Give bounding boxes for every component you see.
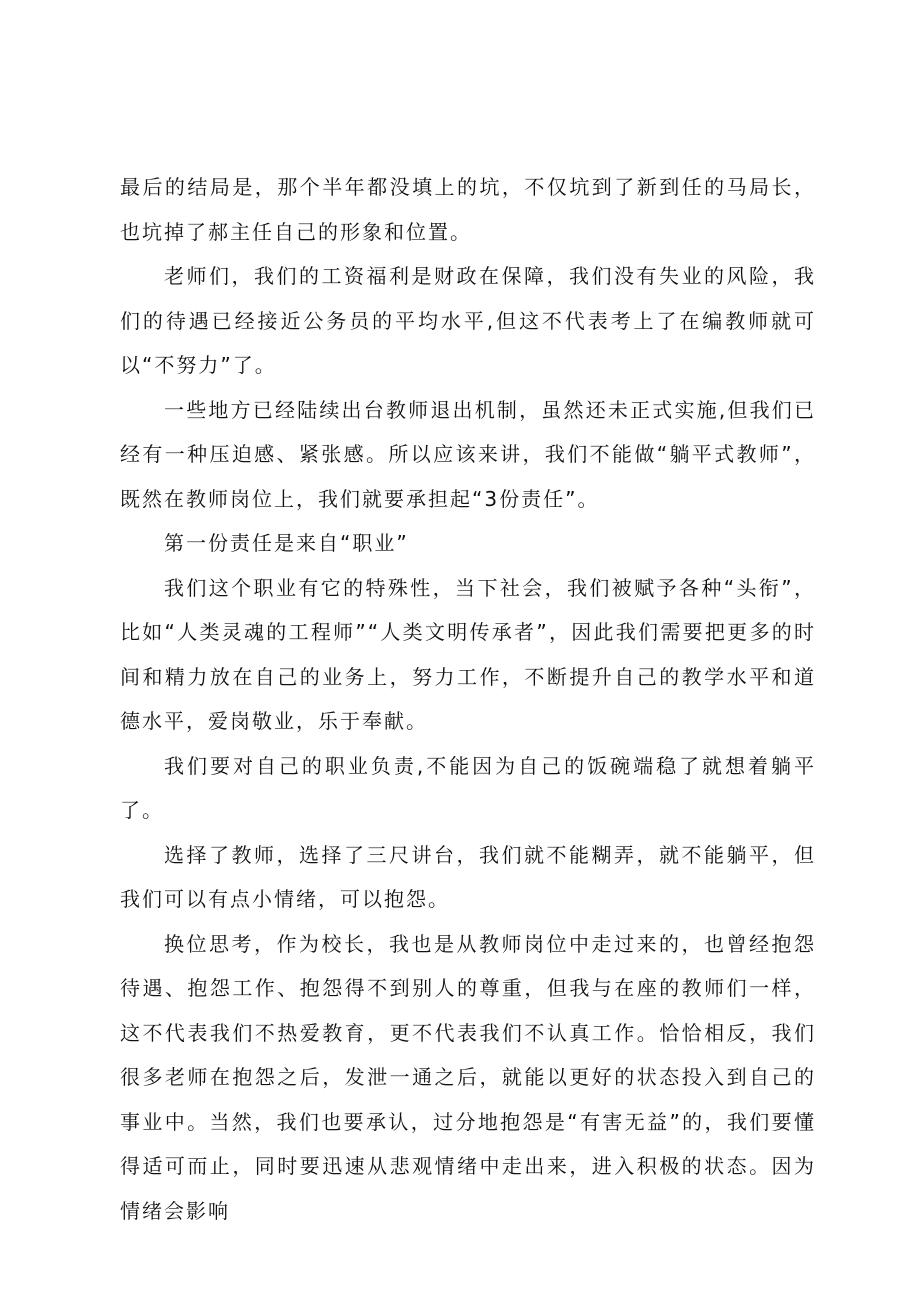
paragraph-closing-story: 最后的结局是，那个半年都没填上的坑，不仅坑到了新到任的马局长，也坑掉了郝主任自己的形象和位置。 xyxy=(120,175,816,244)
paragraph-choose-teacher: 选择了教师，选择了三尺讲台，我们就不能糊弄，就不能躺平，但我们可以有点小情绪，可以抱怨。 xyxy=(120,842,816,911)
paragraph-perspective: 换位思考，作为校长，我也是从教师岗位中走过来的，也曾经抱怨待遇、抱怨工作、抱怨得不到别人的尊重，但我与在座的教师们一样，这不代表我们不热爱教育，更不代表我们不认真工作。恰恰相反，我们很多老师在抱怨之后，发泄一通之后，就能以更好的状态投入到自己的事业中。当然，我们也要承认，过分地抱怨是“有害无益”的，我们要懂得适可而止，同时要迅速从悲观情绪中走出来，进入积极的状态。因为情绪会影响 xyxy=(120,931,816,1223)
paragraph-profession-special: 我们这个职业有它的特殊性，当下社会，我们被赋予各种“头衔”，比如“人类灵魂的工程师”“人类文明传承者”，因此我们需要把更多的时间和精力放在自己的业务上，努力工作，不断提升自己的教学水平和道德水平，爱岗敬业，乐于奉献。 xyxy=(120,575,816,733)
section-heading-first-responsibility: 第一份责任是来自“职业” xyxy=(164,531,409,555)
paragraph-responsible-for-profession: 我们要对自己的职业负责,不能因为自己的饭碗端稳了就想着躺平了。 xyxy=(120,753,816,822)
paragraph-teacher-welfare: 老师们，我们的工资福利是财政在保障，我们没有失业的风险，我们的待遇已经接近公务员的平均水平,但这不代表考上了在编教师就可以“不努力”了。 xyxy=(120,264,816,377)
paragraph-exit-mechanism: 一些地方已经陆续出台教师退出机制，虽然还未正式实施,但我们已经有一种压迫感、紧张感。所以应该来讲，我们不能做“躺平式教师”，既然在教师岗位上，我们就要承担起“3份责任”。 xyxy=(120,397,816,511)
document-body xyxy=(120,165,816,1233)
